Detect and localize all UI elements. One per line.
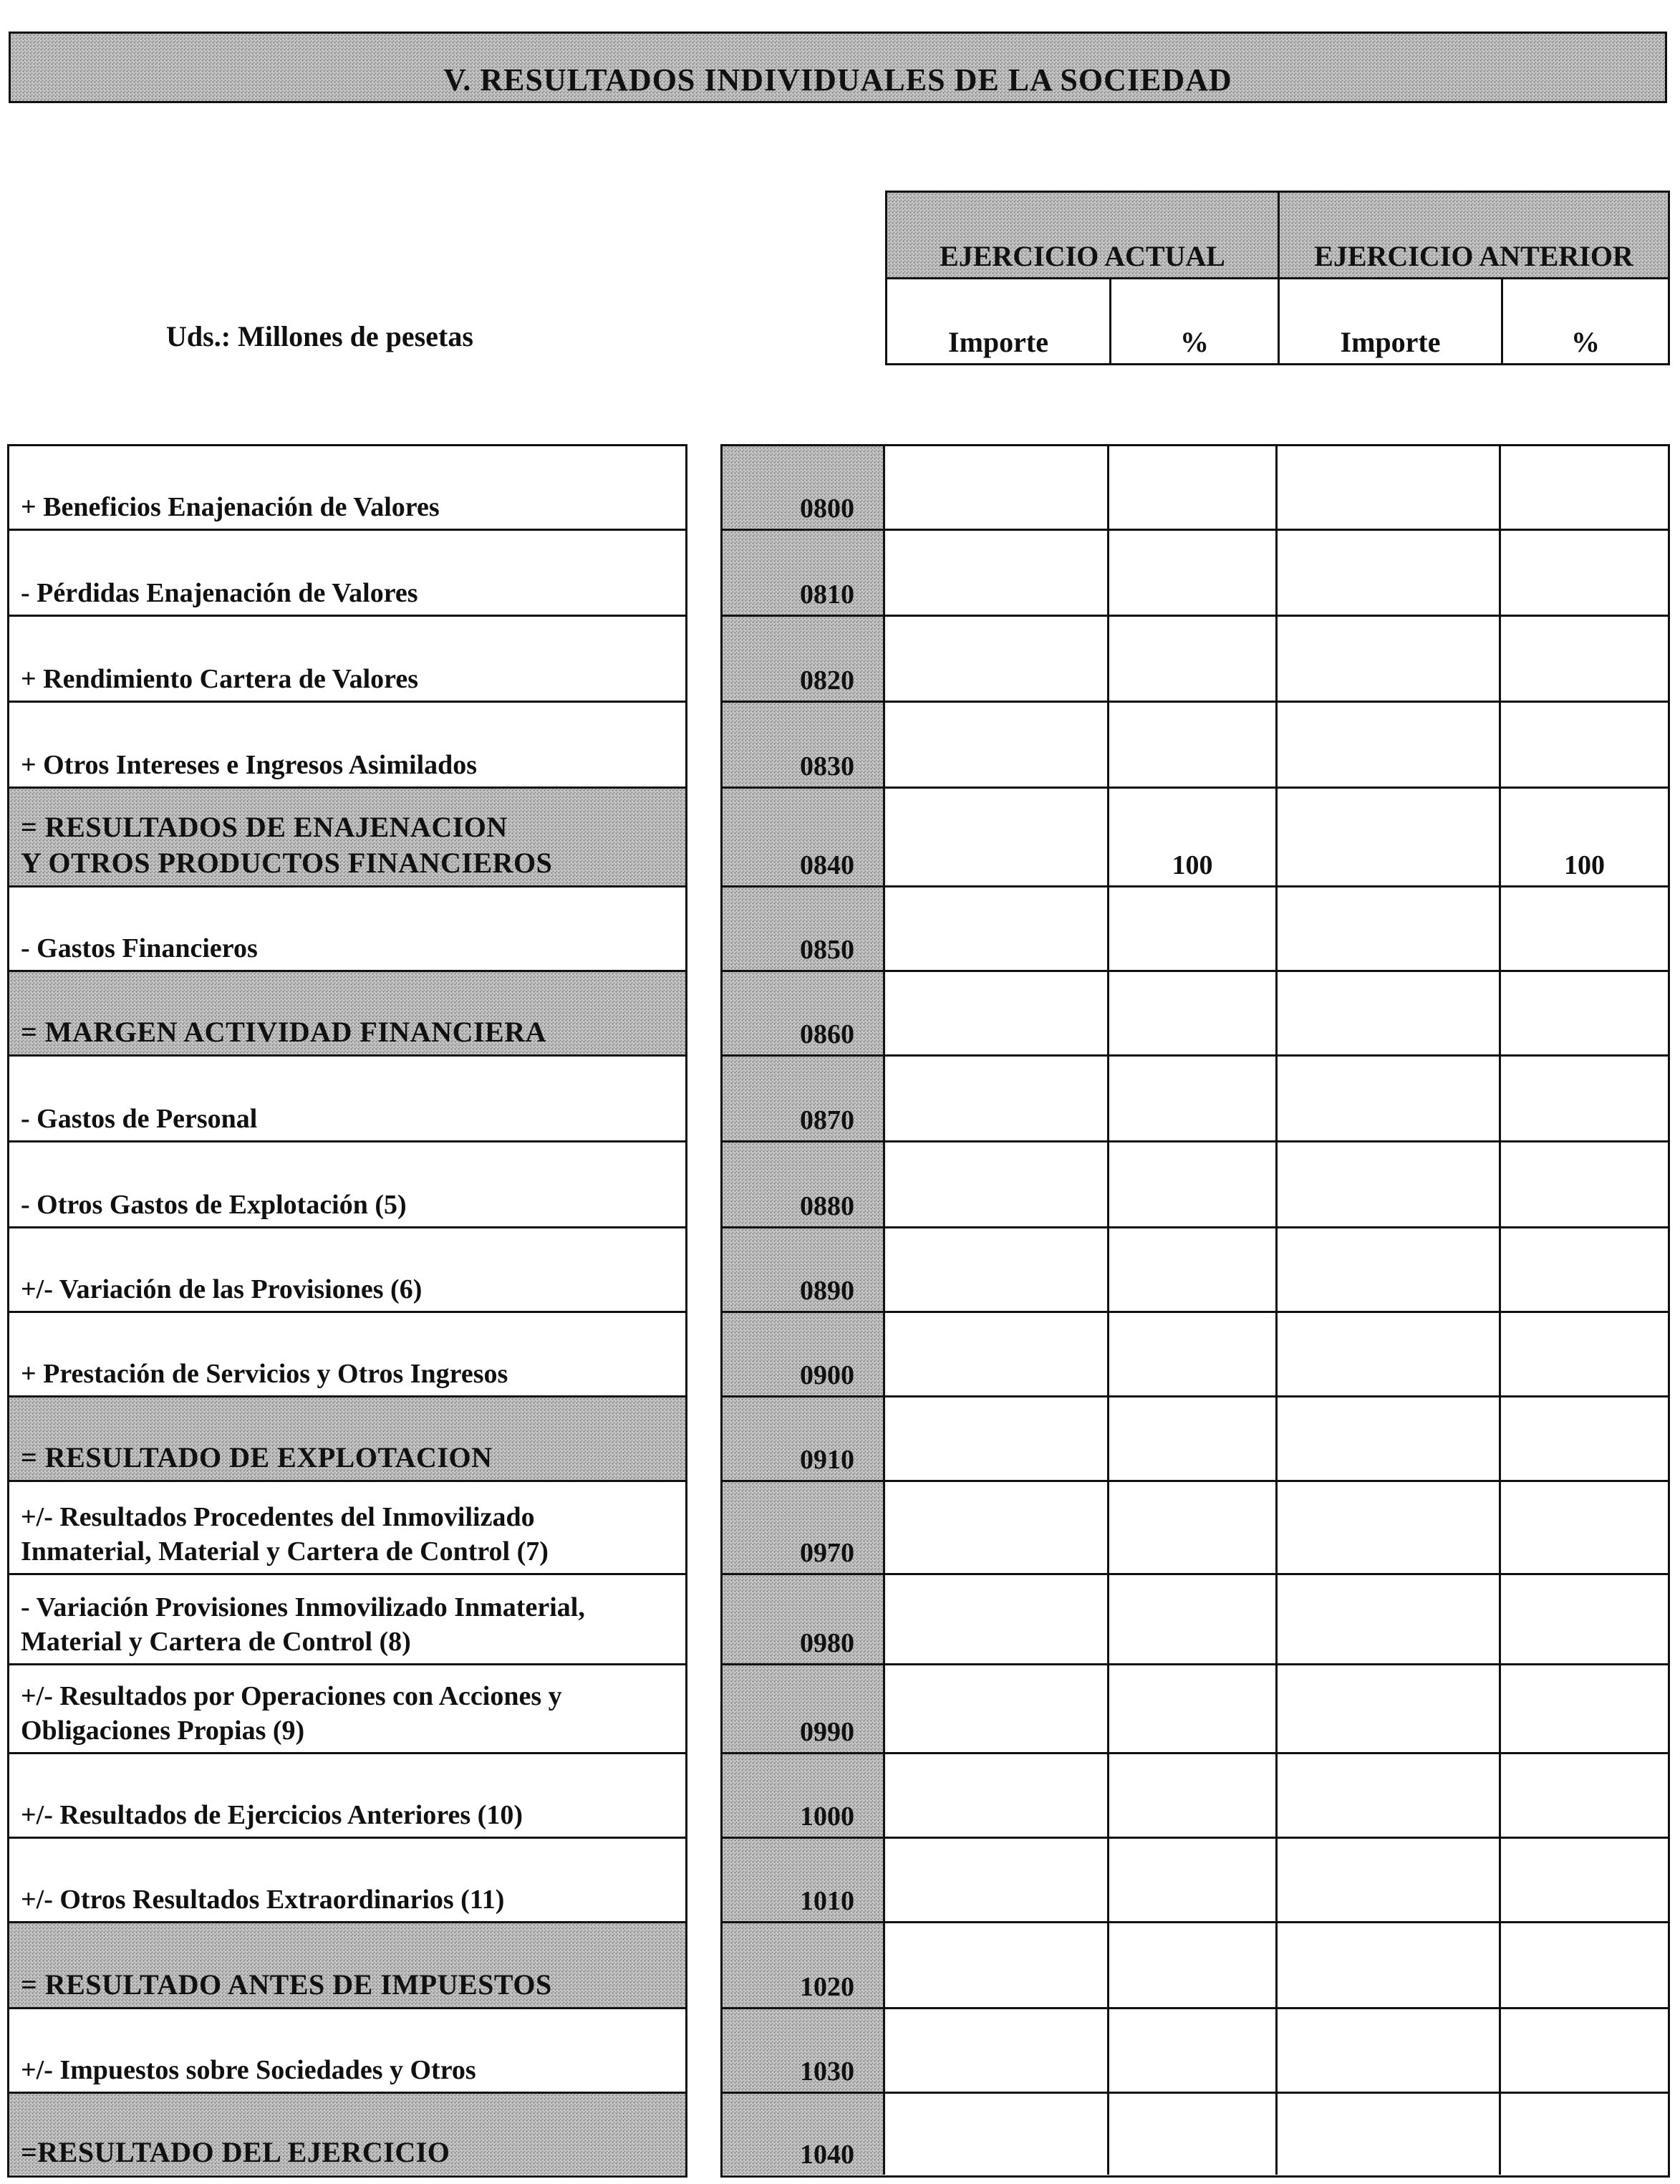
section-title-bar [9, 32, 1667, 103]
importe-actual-cell[interactable] [885, 2009, 1109, 2092]
row-label: - Gastos Financieros [21, 933, 258, 963]
row-code-cell [723, 446, 885, 529]
table-row [723, 617, 1668, 703]
table-row [723, 1398, 1668, 1482]
row-label: = RESULTADO ANTES DE IMPUESTOS [21, 1968, 552, 2001]
pct-actual-cell[interactable] [1109, 1665, 1278, 1752]
label-row [9, 1398, 685, 1482]
pct-actual-cell[interactable] [1109, 531, 1278, 615]
row-code-cell [723, 1482, 885, 1573]
table-row [723, 789, 1668, 887]
pct-actual-cell[interactable] [1109, 1057, 1278, 1140]
units-label: Uds.: Millones de pesetas [166, 320, 473, 352]
row-code: 0810 [800, 579, 854, 610]
label-row [9, 1142, 685, 1228]
table-row [723, 1665, 1668, 1754]
pct-actual-cell[interactable] [1109, 2009, 1278, 2092]
header-pct-anterior: % [1571, 326, 1600, 358]
importe-actual-cell[interactable] [885, 1228, 1109, 1311]
row-label: + Rendimiento Cartera de Valores [21, 663, 419, 694]
row-code-cell [723, 789, 885, 885]
row-code: 0880 [800, 1191, 854, 1221]
row-code: 0910 [800, 1445, 854, 1475]
label-row [9, 1482, 685, 1575]
importe-anterior-cell[interactable] [1278, 1575, 1501, 1663]
row-code: 1040 [800, 2140, 854, 2170]
pct-anterior-cell[interactable] [1501, 972, 1668, 1054]
row-code-cell [723, 972, 885, 1054]
label-row [9, 1057, 685, 1142]
importe-actual-cell[interactable] [885, 1142, 1109, 1226]
row-code-cell [723, 1923, 885, 2007]
pct-actual-cell[interactable] [1109, 887, 1278, 970]
label-row [9, 531, 685, 617]
importe-anterior-cell[interactable] [1278, 1228, 1501, 1311]
importe-anterior-cell[interactable] [1278, 617, 1501, 701]
row-code-cell [723, 703, 885, 786]
row-code: 0890 [800, 1276, 854, 1306]
importe-anterior-cell[interactable] [1278, 703, 1501, 786]
row-label: + Otros Intereses e Ingresos Asimilados [21, 749, 478, 780]
label-row [9, 617, 685, 703]
table-row [723, 531, 1668, 617]
pct-actual-cell[interactable] [1109, 1575, 1278, 1663]
header-pct-actual: % [1111, 279, 1280, 363]
label-row [9, 972, 685, 1057]
importe-anterior-cell[interactable] [1278, 1923, 1501, 2007]
importe-anterior-cell[interactable] [1278, 1057, 1501, 1140]
importe-actual-cell[interactable] [885, 789, 1109, 885]
importe-actual-cell[interactable] [885, 1754, 1109, 1837]
row-code: 0980 [800, 1628, 854, 1658]
row-code-cell [723, 1313, 885, 1395]
pct-anterior-cell[interactable] [1501, 1754, 1668, 1837]
table-row [723, 1839, 1668, 1923]
row-code: 0990 [800, 1717, 854, 1747]
pct-actual-cell[interactable] [1109, 1923, 1278, 2007]
row-code-cell [723, 1142, 885, 1226]
cell-value: 100 [1172, 850, 1213, 880]
row-code-cell [723, 617, 885, 701]
pct-anterior-cell[interactable] [1501, 2094, 1668, 2175]
pct-actual-cell[interactable] [1109, 703, 1278, 786]
row-code: 0860 [800, 1019, 854, 1049]
table-row [723, 1057, 1668, 1142]
importe-actual-cell[interactable] [885, 1482, 1109, 1573]
row-label: - Otros Gastos de Explotación (5) [21, 1189, 407, 1220]
importe-actual-cell[interactable] [885, 1057, 1109, 1140]
label-row [9, 1228, 685, 1313]
importe-anterior-cell[interactable] [1278, 531, 1501, 615]
pct-actual-cell[interactable] [1109, 1754, 1278, 1837]
table-row [723, 1313, 1668, 1398]
row-code: 0840 [800, 850, 854, 880]
row-label: +/- Resultados Procedentes del Inmovilizado Inmaterial, Material y Cartera de Control (7) [21, 1502, 549, 1567]
table-row [723, 446, 1668, 531]
pct-anterior-cell[interactable] [1501, 1228, 1668, 1311]
row-code: 0830 [800, 751, 854, 781]
header-ejercicio-actual: EJERCICIO ACTUAL [887, 193, 1280, 279]
pct-anterior-cell[interactable] [1501, 2009, 1668, 2092]
header-importe-actual: Importe [887, 279, 1111, 363]
importe-actual-cell[interactable] [885, 1398, 1109, 1480]
pct-actual-cell[interactable] [1109, 617, 1278, 701]
importe-anterior-cell[interactable] [1278, 1754, 1501, 1837]
pct-actual-cell[interactable] [1109, 1398, 1278, 1480]
table-row [723, 1482, 1668, 1575]
label-row [9, 1665, 685, 1754]
importe-anterior-cell[interactable] [1278, 2009, 1501, 2092]
row-code: 1000 [800, 1801, 854, 1832]
label-row [9, 1575, 685, 1665]
importe-anterior-cell[interactable] [1278, 2094, 1501, 2175]
label-row [9, 2009, 685, 2094]
label-row [9, 446, 685, 531]
row-code: 1020 [800, 1972, 854, 2002]
pct-anterior-cell[interactable] [1501, 887, 1668, 970]
table-row [723, 1754, 1668, 1839]
row-code-cell [723, 1398, 885, 1480]
row-label: +/- Variación de las Provisiones (6) [21, 1274, 423, 1304]
label-row [9, 1839, 685, 1923]
label-row [9, 789, 685, 887]
table-row [723, 1142, 1668, 1228]
label-row [9, 887, 685, 972]
pct-anterior-cell[interactable] [1501, 1665, 1668, 1752]
importe-actual-cell[interactable] [885, 972, 1109, 1054]
pct-actual-cell[interactable] [1109, 789, 1278, 885]
label-row [9, 703, 685, 789]
row-code-cell [723, 1575, 885, 1663]
row-code: 1030 [800, 2056, 854, 2087]
label-row [9, 1313, 685, 1398]
label-row [9, 1754, 685, 1839]
row-label: +/- Resultados de Ejercicios Anteriores (10) [21, 1799, 523, 1830]
pct-anterior-cell[interactable] [1501, 789, 1668, 885]
pct-actual-cell[interactable] [1109, 446, 1278, 529]
pct-anterior-cell[interactable] [1501, 446, 1668, 529]
pct-actual-cell[interactable] [1109, 1839, 1278, 1921]
row-label: +/- Otros Resultados Extraordinarios (11) [21, 1884, 505, 1915]
table-row [723, 2009, 1668, 2094]
header-importe-anterior: Importe [1280, 279, 1503, 363]
row-label: = MARGEN ACTIVIDAD FINANCIERA [21, 1016, 546, 1048]
pct-anterior-cell[interactable] [1501, 1057, 1668, 1140]
pct-anterior-cell[interactable] [1501, 1398, 1668, 1480]
pct-anterior-cell[interactable] [1501, 1923, 1668, 2007]
pct-anterior-cell[interactable] [1501, 1313, 1668, 1395]
importe-anterior-cell[interactable] [1278, 887, 1501, 970]
pct-actual-cell[interactable] [1109, 1142, 1278, 1226]
importe-anterior-cell[interactable] [1278, 1313, 1501, 1395]
importe-anterior-cell[interactable] [1278, 789, 1501, 885]
cell-value: 100 [1564, 850, 1605, 880]
importe-actual-cell[interactable] [885, 2094, 1109, 2175]
importe-actual-cell[interactable] [885, 887, 1109, 970]
row-code-cell [723, 2009, 885, 2092]
importe-anterior-cell[interactable] [1278, 1142, 1501, 1226]
header-ejercicio-anterior: EJERCICIO ANTERIOR [1280, 193, 1668, 279]
pct-actual-cell[interactable] [1109, 972, 1278, 1054]
row-label: - Gastos de Personal [21, 1103, 258, 1134]
pct-anterior-cell[interactable] [1501, 531, 1668, 615]
row-code-cell [723, 2094, 885, 2175]
importe-actual-cell[interactable] [885, 1665, 1109, 1752]
row-label: = RESULTADOS DE ENAJENACION Y OTROS PRODUCTOS FINANCIEROS [21, 811, 553, 879]
table-row [723, 887, 1668, 972]
row-label: - Variación Provisiones Inmovilizado Inmaterial, Material y Cartera de Control (8) [21, 1592, 585, 1657]
row-code-cell [723, 1057, 885, 1140]
row-code: 0970 [800, 1538, 854, 1568]
importe-actual-cell[interactable] [885, 1575, 1109, 1663]
table-row [723, 1923, 1668, 2009]
row-code: 0870 [800, 1105, 854, 1135]
column-header [885, 191, 1670, 365]
row-code-cell [723, 1665, 885, 1752]
table-row [723, 1575, 1668, 1665]
importe-actual-cell[interactable] [885, 1923, 1109, 2007]
importe-actual-cell[interactable] [885, 1313, 1109, 1395]
importe-anterior-cell[interactable] [1278, 1839, 1501, 1921]
row-label: + Prestación de Servicios y Otros Ingresos [21, 1358, 508, 1389]
values-table [720, 444, 1670, 2178]
label-row [9, 1923, 685, 2009]
pct-actual-cell[interactable] [1109, 1482, 1278, 1573]
importe-actual-cell[interactable] [885, 531, 1109, 615]
pct-anterior-cell[interactable] [1501, 703, 1668, 786]
pct-actual-cell[interactable] [1109, 1228, 1278, 1311]
importe-actual-cell[interactable] [885, 1839, 1109, 1921]
row-code-cell [723, 1754, 885, 1837]
pct-anterior-cell[interactable] [1501, 617, 1668, 701]
importe-anterior-cell[interactable] [1278, 972, 1501, 1054]
row-label: =RESULTADO DEL EJERCICIO [21, 2136, 450, 2168]
pct-anterior-cell[interactable] [1501, 1142, 1668, 1226]
row-code-cell [723, 1839, 885, 1921]
row-label: +/- Impuestos sobre Sociedades y Otros [21, 2054, 476, 2085]
row-code: 0800 [800, 494, 854, 524]
row-code: 0820 [800, 665, 854, 696]
row-label: + Beneficios Enajenación de Valores [21, 491, 440, 522]
importe-anterior-cell[interactable] [1278, 1482, 1501, 1573]
row-labels-table [7, 444, 687, 2178]
row-code: 0900 [800, 1360, 854, 1390]
importe-actual-cell[interactable] [885, 703, 1109, 786]
row-code-cell [723, 887, 885, 970]
row-code: 1010 [800, 1886, 854, 1916]
label-row [9, 2094, 685, 2175]
importe-anterior-cell[interactable] [1278, 1665, 1501, 1752]
pct-anterior-cell[interactable] [1501, 1482, 1668, 1573]
table-row [723, 1228, 1668, 1313]
row-label: - Pérdidas Enajenación de Valores [21, 577, 418, 608]
pct-actual-cell[interactable] [1109, 2094, 1278, 2175]
table-row [723, 2094, 1668, 2175]
table-row [723, 703, 1668, 789]
row-code-cell [723, 531, 885, 615]
importe-actual-cell[interactable] [885, 446, 1109, 529]
pct-anterior-cell[interactable] [1501, 1575, 1668, 1663]
table-row [723, 972, 1668, 1057]
pct-actual-cell[interactable] [1109, 1313, 1278, 1395]
row-code-cell [723, 1228, 885, 1311]
row-label: +/- Resultados por Operaciones con Acciones y Obligaciones Propias (9) [21, 1681, 562, 1746]
importe-anterior-cell[interactable] [1278, 446, 1501, 529]
row-label: = RESULTADO DE EXPLOTACION [21, 1441, 493, 1473]
row-code: 0850 [800, 935, 854, 965]
importe-anterior-cell[interactable] [1278, 1398, 1501, 1480]
section-title: V. RESULTADOS INDIVIDUALES DE LA SOCIEDAD [443, 62, 1232, 97]
importe-actual-cell[interactable] [885, 617, 1109, 701]
pct-anterior-cell[interactable] [1501, 1839, 1668, 1921]
